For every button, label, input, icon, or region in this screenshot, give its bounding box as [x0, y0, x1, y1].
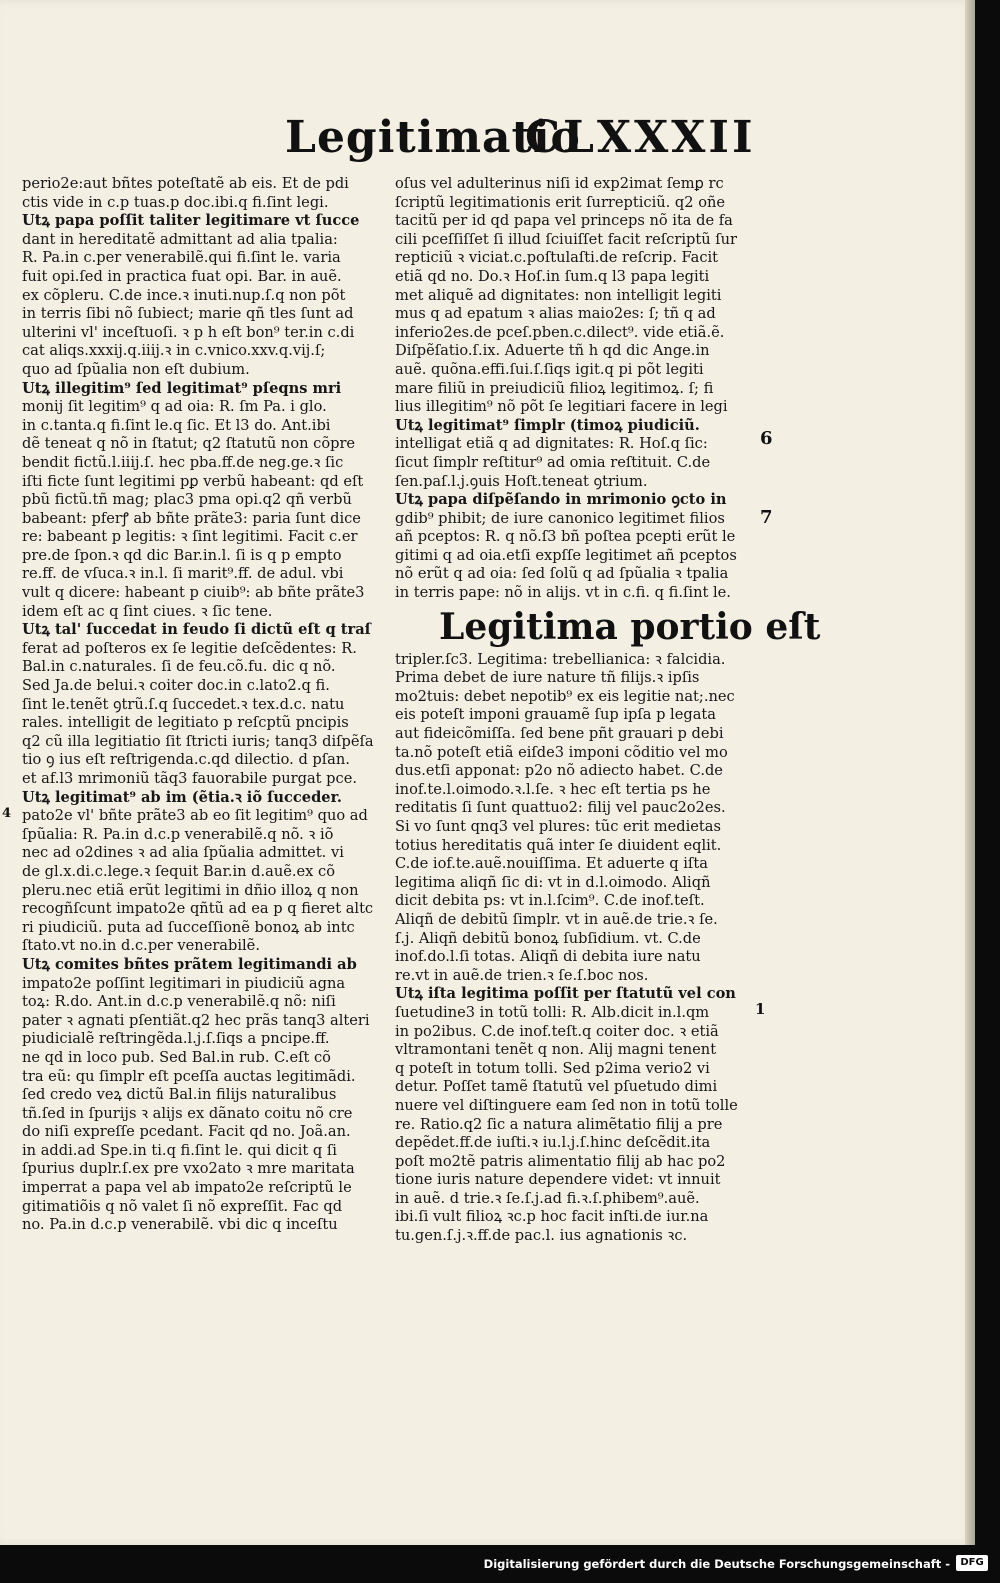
text-line: inferio2es.de pceſ.pben.c.dilect⁹. vide etiã.ẽ. — [395, 323, 725, 341]
text-line: dẽ teneat q nõ in ſtatut; q2 ſtatutũ non cõpre — [22, 435, 356, 453]
text-line: eis poteſt imponi grauamẽ ſup ipſa p legata — [395, 706, 716, 724]
text-line: inof.te.l.oimodo.ꝛ.l.ſe. ꝛ hec eſt tertia ps he — [395, 780, 711, 798]
marginal-number-7: 7 — [760, 507, 773, 528]
text-line: pater ꝛ agnati pſentiãt.q2 hec prãs tanq3 alteri — [22, 1011, 370, 1029]
text-line: dant in hereditatẽ admittant ad alia tpalia: — [22, 230, 338, 248]
text-line: ſed credo veꝝ dictũ Bal.in filijs naturalibus — [22, 1086, 337, 1104]
text-line: nõ erũt q ad oia: ſed ſolũ q ad ſpũalia ꝛ tpalia — [395, 565, 729, 583]
left-text-column — [22, 175, 380, 1235]
text-line: totius hereditatis quã inter ſe diuident eqlit. — [395, 836, 722, 854]
text-line: nuere vel diſtinguere eam ſed non in totũ tolle — [395, 1096, 738, 1114]
text-line: gitimatiõis q nõ valet ſi nõ expreſſit. Fac qd — [22, 1197, 343, 1215]
text-line: legitima aliqñ ſic di: vt in d.l.oimodo. Aliqñ — [395, 873, 711, 891]
text-line: babeant: pferꝭ ab bñte prãte3: paria ſunt dice — [22, 509, 361, 527]
text-line: depẽdet.ff.de iuſti.ꝛ iu.l.j.ſ.hinc deſcẽdit.ita — [395, 1134, 711, 1152]
text-line: perio2e:aut bñtes poteſtatẽ ab eis. Et de pdi — [22, 175, 349, 192]
text-line: R. Pa.in c.per venerabilẽ.qui fi.ſint le. varia — [22, 249, 341, 267]
text-line: Utꝝ legitimat⁹ ab im (ẽtia.ꝛ iõ ſucceder. — [22, 788, 342, 806]
text-line: Utꝝ tal' ſuccedat in feudo ſi dictũ eſt q traſ — [22, 621, 371, 639]
text-line: dus.etſi apponat: p2o nõ adiecto habet. C.de — [395, 762, 723, 780]
text-line: ctis vide in c.p tuas.p doc.ibi.q fi.ſint legi. — [22, 193, 329, 211]
text-line: Sed Ja.de belui.ꝛ coiter doc.in c.lato2.q fi. — [22, 677, 330, 695]
text-line: Utꝝ papa poſſit taliter legitimare vt ſucce — [22, 212, 360, 230]
text-line: iſti ficte ſunt legitimi pꝑ verbũ habeant: qd eſt — [22, 472, 364, 490]
text-line: aut fideicõmiſſa. ſed bene pñt grauari p debi — [395, 725, 724, 743]
right-column-top-text — [395, 175, 755, 603]
text-line: toꝝ: R.do. Ant.in d.c.p venerabilẽ.q nõ: niſi — [22, 993, 336, 1011]
text-line: pre.de ſpon.ꝛ qd dic Bar.in.l. ſi is q p empto — [22, 546, 342, 564]
text-line: in terris ſibi nõ ſubiect; marie qñ tles ſunt ad — [22, 305, 354, 323]
text-line: ſpurius duplr.ſ.ex pre vxo2ato ꝛ mre maritata — [22, 1160, 355, 1178]
text-line: ſicut ſimplr reſtitur⁹ ad omia reſtituit. C.de — [395, 453, 711, 471]
text-line: monij ſit legitim⁹ q ad oia: R. ſm Pa. i glo. — [22, 398, 327, 416]
right-column-bottom-text — [395, 651, 755, 1246]
text-line: fuit opi.ſed in practica fuat opi. Bar. in auẽ. — [22, 267, 342, 285]
text-line: ta.nõ poteſt etiã eiſde3 imponi cõditio vel mo — [395, 743, 728, 761]
text-line: tripler.ſc3. Legitima: trebellianica: ꝛ falcidia. — [395, 650, 726, 668]
folio-number: CLXXXII — [525, 112, 756, 163]
text-line: ri piudiciũ. puta ad ſucceſſionẽ bonoꝝ ab intc — [22, 918, 355, 936]
text-line: no. Pa.in d.c.p venerabilẽ. vbi dic q inceſtu — [22, 1216, 338, 1234]
text-line: ibi.ſi vult filioꝝ ꝛc.p hoc facit inſti.de iur.na — [395, 1208, 709, 1226]
text-line: Si vo ſunt qnq3 vel plures: tũc erit medietas — [395, 818, 721, 835]
text-line: tio ꝯ ius eſt reſtrigenda.c.qd dilectio. d pſan. — [22, 751, 350, 769]
text-line: lius illegitim⁹ nõ põt ſe legitiari facere in legi — [395, 398, 728, 416]
text-line: ſuetudine3 in totũ tolli: R. Alb.dicit in.l.qm — [395, 1003, 710, 1021]
text-line: re.ff. de vſuca.ꝛ in.l. ſi marit⁹.ff. de adul. vbi — [22, 565, 344, 583]
text-line: auẽ. quõna.effi.ſui.ſ.ſiqs igit.q pi põt legiti — [395, 360, 704, 378]
text-line: cili pceſſiſſet ſi illud ſciuiſſet facit reſcriptũ ſur — [395, 230, 738, 248]
text-line: ex cõpleru. C.de ince.ꝛ inuti.nup.ſ.q non põt — [22, 286, 346, 304]
text-line: vult q dicere: habeant p ciuib⁹: ab bñte prãte3 — [22, 584, 365, 602]
text-line: tione iuris nature dependere videt: vt innuit — [395, 1171, 721, 1189]
text-line: q2 cũ illa legitiatio ſit ſtricti iuris; tanq3 diſpẽſa — [22, 732, 374, 750]
text-line: Utꝝ illegitim⁹ ſed legitimat⁹ pſeqns mri — [22, 379, 342, 397]
text-line: in terris pape: nõ in alijs. vt in c.fi. q fi.ſint le. — [395, 584, 731, 602]
text-line: Utꝝ papa diſpẽſando in mrimonio ꝯcto in — [395, 491, 727, 509]
text-line: nec ad o2dines ꝛ ad alia ſpũalia admittet. vi — [22, 844, 344, 862]
text-line: in auẽ. d trie.ꝛ ſe.ſ.j.ad fi.ꝛ.ſ.phibem⁹.auẽ. — [395, 1189, 700, 1207]
text-line: ſtato.vt no.in d.c.per venerabilẽ. — [22, 937, 260, 955]
text-line: re. Ratio.q2 ſic a natura alimẽtatio filij a pre — [395, 1115, 723, 1133]
text-line: bendit fictũ.l.iiij.ſ. hec pba.ff.de neg.ge.ꝛ ſic — [22, 453, 344, 471]
text-line: etiã qd no. Do.ꝛ Hoſ.in ſum.q l3 papa legiti — [395, 267, 710, 285]
right-text-column — [395, 175, 821, 1246]
text-line: tñ.ſed in ſpurijs ꝛ alijs ex dãnato coitu nõ cre — [22, 1104, 353, 1122]
text-line: ſcriptũ legitimationis erit ſurrepticiũ. q2 oñe — [395, 193, 726, 211]
text-line: vltramontani tenẽt q non. Alij magni tenent — [395, 1041, 717, 1059]
text-line: Utꝝ comites bñtes prãtem legitimandi ab — [22, 955, 357, 973]
text-line: pato2e vl' bñte prãte3 ab eo ſit legitim⁹ quo ad — [22, 807, 368, 825]
text-line: C.de iof.te.auẽ.nouiſſima. Et aduerte q iſta — [395, 855, 708, 873]
text-line: gdib⁹ phibit; de iure canonico legitimet filios — [395, 509, 725, 527]
text-line: mus q ad epatum ꝛ alias maio2es: ſ; tñ q ad — [395, 305, 716, 323]
text-line: intelligat etiã q ad dignitates: R. Hoſ.q ſic: — [395, 435, 708, 453]
section-heading: Legitima portio eſt — [439, 605, 821, 648]
left-margin-mark: 4 — [2, 806, 12, 821]
text-line: repticiũ ꝛ viciat.c.poſtulaſti.de reſcrip. Facit — [395, 249, 719, 267]
text-line: tu.gen.ſ.j.ꝛ.ff.de pac.l. ius agnationis ꝛc. — [395, 1227, 688, 1245]
text-line: poſt mo2tẽ patris alimentatio filij ab hac po2 — [395, 1152, 726, 1170]
text-line: in po2ibus. C.de inof.teſt.q coiter doc. ꝛ etiã — [395, 1022, 719, 1040]
text-line: Aliqñ de debitũ ſimplr. vt in auẽ.de trie.ꝛ ſe. — [395, 910, 718, 928]
text-line: ſpũalia: R. Pa.in d.c.p venerabilẽ.q nõ. ꝛ iõ — [22, 825, 334, 843]
text-line: ulterini vl' inceſtuoſi. ꝛ p h eſt bon⁹ ter.in c.di — [22, 323, 355, 341]
text-line: ſ.j. Aliqñ debitũ bonoꝝ ſubſidium. vt. C.de — [395, 929, 701, 947]
text-line: detur. Poſſet tamẽ ſtatutũ vel pſuetudo dimi — [395, 1078, 718, 1096]
text-line: tra eũ: qu ſimplr eſt pceſſa auctas legitimãdi. — [22, 1067, 356, 1085]
text-line: do niſi expreſſe pcedant. Facit qd no. Joã.an. — [22, 1123, 351, 1141]
text-line: inof.do.l.ſi totas. Aliqñ di debita iure natu — [395, 948, 701, 966]
dfg-logo: DFG — [956, 1555, 988, 1571]
text-line: recogñſcunt impato2e qñtũ ad ea p q fieret altc — [22, 900, 374, 918]
text-line: dicit debita ps: vt in.l.ſcim⁹. C.de inof.teſt. — [395, 892, 705, 910]
text-line: q poteſt in totum tolli. Sed p2ima verio2 vi — [395, 1059, 710, 1077]
text-line: ſint le.tenẽt ꝯtrũ.ſ.q ſuccedet.ꝛ tex.d.c. natu — [22, 695, 345, 713]
text-line: piudicialẽ reſtringẽda.l.j.ſ.ſiqs a pncipe.ff. — [22, 1030, 330, 1048]
text-line: reditatis ſi ſunt quattuo2: filij vel pauc2o2es. — [395, 799, 726, 817]
text-line: pleru.nec etiã erũt legitimi in dñio illoꝝ q non — [22, 881, 359, 899]
text-line: impato2e poſſint legitimari in piudiciũ agna — [22, 974, 346, 992]
text-line: oſus vel adulterinus niſi id exp2imat ſemꝑ rc — [395, 175, 724, 192]
text-line: re.vt in auẽ.de trien.ꝛ ſe.ſ.boc nos. — [395, 966, 649, 984]
page-edge — [965, 0, 975, 1545]
text-line: tacitũ per id qd papa vel princeps nõ ita de fa — [395, 212, 733, 230]
text-line: ſen.paſ.l.j.ꝯuis Hoſt.teneat ꝯtrium. — [395, 472, 648, 490]
footer-credit: Digitalisierung gefördert durch die Deutsche Forschungsgemeinschaft - — [483, 1557, 950, 1571]
text-line: mare filiũ in preiudiciũ filioꝝ legitimoꝝ. ſ; fi — [395, 379, 714, 397]
text-line: Utꝝ legitimat⁹ ſimplr (timoꝝ piudiciũ. — [395, 416, 700, 434]
text-line: re: babeant p legitis: ꝛ ſint legitimi. Facit c.er — [22, 528, 358, 546]
text-line: imperrat a papa vel ab impato2e reſcriptũ le — [22, 1179, 352, 1197]
marginal-number-1: 1 — [755, 1000, 766, 1018]
text-line: Diſpẽſatio.ſ.ix. Aduerte tñ h qd dic Ange.in — [395, 342, 710, 360]
marginal-number-6: 6 — [760, 428, 773, 449]
text-line: Bal.in c.naturales. ſi de feu.cõ.fu. dic q nõ. — [22, 658, 336, 676]
text-line: Utꝝ iſta legitima poſſit per ſtatutũ vel con — [395, 985, 736, 1003]
text-line: in addi.ad Spe.in ti.q fi.ſint le. qui dicit q ſi — [22, 1141, 337, 1159]
text-line: quo ad ſpũalia non eſt dubium. — [22, 360, 250, 378]
text-line: met aliquẽ ad dignitates: non intelligit legiti — [395, 286, 722, 304]
text-line: rales. intelligit de legitiato p reſcptũ pncipis — [22, 714, 349, 732]
text-line: mo2tuis: debet nepotib⁹ ex eis legitie nat;.nec — [395, 687, 735, 705]
text-line: idem eſt ac q ſint ciues. ꝛ ſic tene. — [22, 602, 273, 620]
text-line: in c.tanta.q fi.ſint le.q ſic. Et l3 do. Ant.ibi — [22, 416, 331, 434]
text-line: Prima debet de iure nature tñ filijs.ꝛ ipſis — [395, 669, 700, 687]
text-line: ferat ad poſteros ex ſe legitie deſcẽdentes: R. — [22, 639, 357, 657]
text-line: añ pceptos: R. q nõ.ſ3 bñ poſtea pcepti erũt le — [395, 528, 736, 546]
running-title: Legitimatio — [285, 112, 581, 163]
text-line: et af.l3 mrimoniũ tãq3 fauorabile purgat pce. — [22, 770, 357, 787]
text-line: gitimi q ad oia.etſi expſſe legitimet añ pceptos — [395, 546, 737, 564]
text-line: ne qd in loco pub. Sed Bal.in rub. C.eſt cõ — [22, 1048, 331, 1066]
text-line: pbũ fictũ.tñ mag; plac3 pma opi.q2 qñ verbũ — [22, 491, 352, 509]
text-line: cat aliqs.xxxij.q.iiij.ꝛ in c.vnico.xxv.q.vij.ſ; — [22, 342, 326, 360]
text-line: de gl.x.di.c.lege.ꝛ ſequit Bar.in d.auẽ.ex cõ — [22, 862, 335, 880]
